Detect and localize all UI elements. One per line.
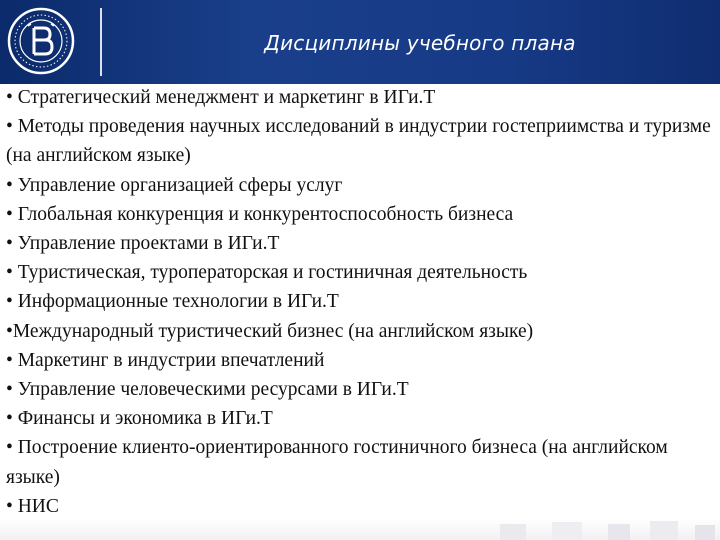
logo-area — [0, 0, 100, 84]
list-item-text: Финансы и экономика в ИГи.Т — [17, 408, 273, 430]
bullet: • — [6, 495, 18, 517]
hse-university-logo-icon — [6, 6, 76, 76]
course-list — [6, 83, 712, 521]
list-item — [6, 346, 712, 375]
list-item — [6, 200, 712, 229]
list-item — [6, 433, 712, 491]
bullet: • — [6, 408, 18, 430]
list-item-text: НИС — [17, 495, 59, 517]
list-item — [6, 404, 712, 433]
list-item-text: Глобальная конкуренция и конкурентоспособность бизнеса — [17, 203, 514, 225]
list-item-text: Управление проектами в ИГи.Т — [17, 233, 280, 255]
list-item — [6, 229, 712, 258]
list-item — [6, 112, 712, 170]
list-item — [6, 375, 712, 404]
list-item-text: Стратегический менеджмент и маркетинг в ИГи.Т — [17, 87, 436, 108]
bullet: • — [6, 87, 18, 108]
list-item — [6, 83, 712, 112]
list-item-text: Международный туристический бизнес (на английском языке) — [12, 320, 534, 342]
list-item-text: Управление организацией сферы услуг — [17, 174, 343, 196]
bullet: • — [6, 320, 13, 342]
slide-header — [0, 0, 720, 84]
bullet: • — [6, 116, 18, 138]
list-item-text: Управление человеческими ресурсами в ИГи.Т — [17, 379, 409, 401]
slide-title: Дисциплины учебного плана — [264, 31, 576, 55]
list-item-text: Маркетинг в индустрии впечатлений — [17, 349, 325, 371]
footer-band — [0, 518, 720, 540]
bullet: • — [6, 291, 18, 313]
list-item-text: Туристическая, туроператорская и гостиничная деятельность — [17, 262, 528, 284]
bullet: • — [6, 349, 18, 371]
bullet: • — [6, 262, 18, 284]
bullet: • — [6, 233, 18, 255]
list-item — [6, 317, 712, 346]
header-divider — [100, 8, 102, 76]
list-item-text: Построение клиенто-ориентированного гостиничного бизнеса (на английском языке) — [6, 437, 668, 488]
list-item — [6, 171, 712, 200]
footer-decoration — [490, 518, 720, 540]
list-item-text: Информационные технологии в ИГи.Т — [17, 291, 339, 313]
bullet: • — [6, 437, 18, 459]
list-item — [6, 258, 712, 287]
bullet: • — [6, 203, 18, 225]
bullet: • — [6, 379, 18, 401]
list-item — [6, 287, 712, 316]
bullet: • — [6, 174, 18, 196]
list-item — [6, 492, 712, 521]
list-item-text: Методы проведения научных исследований в индустрии гостеприимства и туризме (на английском языке) — [6, 116, 711, 167]
